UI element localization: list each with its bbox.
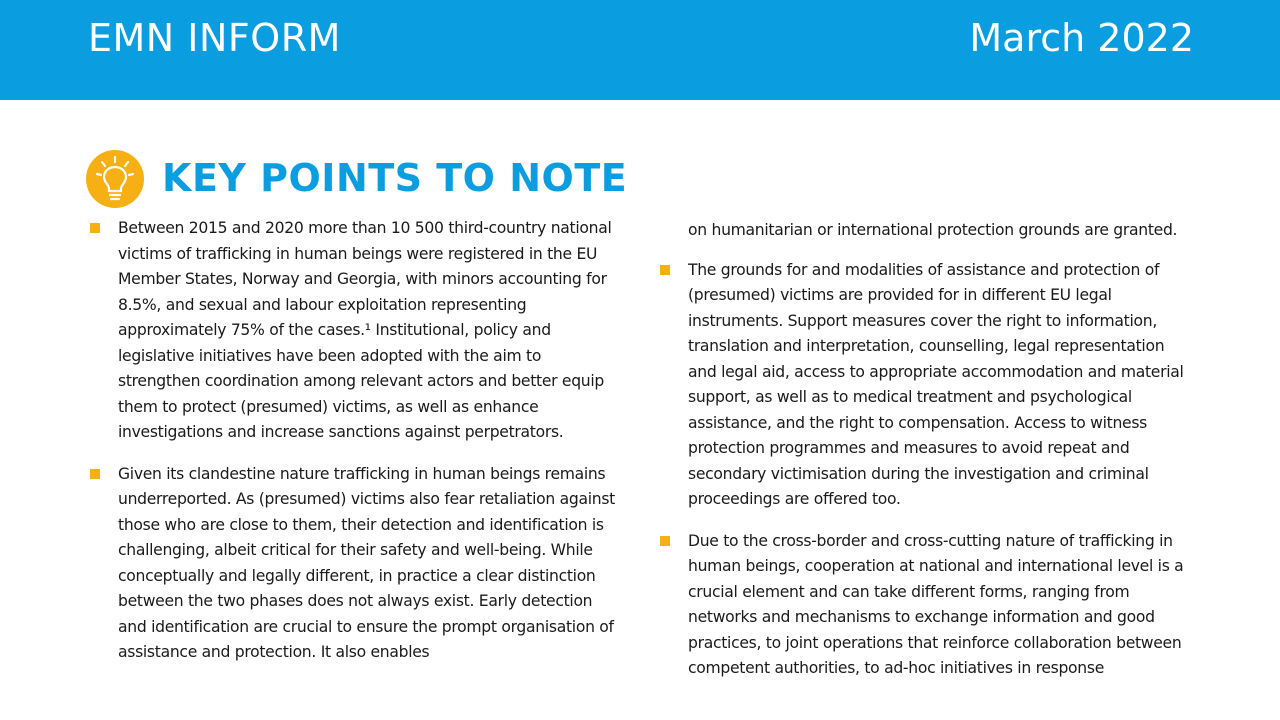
list-item [658,258,1192,513]
list-item [88,462,622,666]
publication-date: March 2022 [969,16,1194,60]
square-bullet-icon [90,469,100,479]
list-item [88,216,622,446]
list-item-text: Given its clandestine nature trafficking in human beings remains underreported. As (presumed) victims also fear retaliation against those who are close to them, their detection and identification is challenging, albeit critical for their safety and well-being. While conceptually and legally different, in practice a clear distinction between the two phases does not always exist. Early detection and identification are crucial to ensure the prompt organisation of assistance and protection. It also enables [118,464,615,661]
section-title: KEY POINTS TO NOTE [162,156,628,200]
left-column [88,216,622,682]
square-bullet-icon [660,265,670,275]
list-item-text: Due to the cross-border and cross-cutting nature of trafficking in human beings, cooperation at national and international level is a crucial element and can take different forms, ranging from networks and mechanisms to exchange information and good practices, to joint operations that reinforce collaboration between competent authorities, to ad-hoc initiatives in response [688,531,1184,677]
square-bullet-icon [90,223,100,233]
continued-text-body: on humanitarian or international protection grounds are granted. [688,221,1178,239]
continued-text [658,218,1192,244]
square-bullet-icon [660,536,670,546]
list-item-text: The grounds for and modalities of assistance and protection of (presumed) victims are provided for in different EU legal instruments. Support measures cover the right to information, translation and interpretation, counselling, legal representation and legal aid, access to appropriate accommodation and material support, as well as to medical treatment and psychological assistance, and the right to compensation. Access to witness protection programmes and measures to avoid repeat and secondary victimisation during the investigation and criminal proceedings are offered too. [688,260,1184,508]
publication-title: EMN INFORM [88,16,341,60]
lightbulb-icon [86,150,144,208]
right-column [658,218,1192,698]
list-item-text: Between 2015 and 2020 more than 10 500 third-country national victims of trafficking in human beings were registered in the EU Member States, Norway and Georgia, with minors accounting for 8.5%, and sexual and labour exploitation representing approximately 75% of the cases.¹ Institutional, policy and legislative initiatives have been adopted with the aim to strengthen coordination among relevant actors and better equip them to protect (presumed) victims, as well as enhance investigations and increase sanctions against perpetrators. [118,219,612,441]
header-bar [0,0,1280,100]
list-item [658,529,1192,682]
